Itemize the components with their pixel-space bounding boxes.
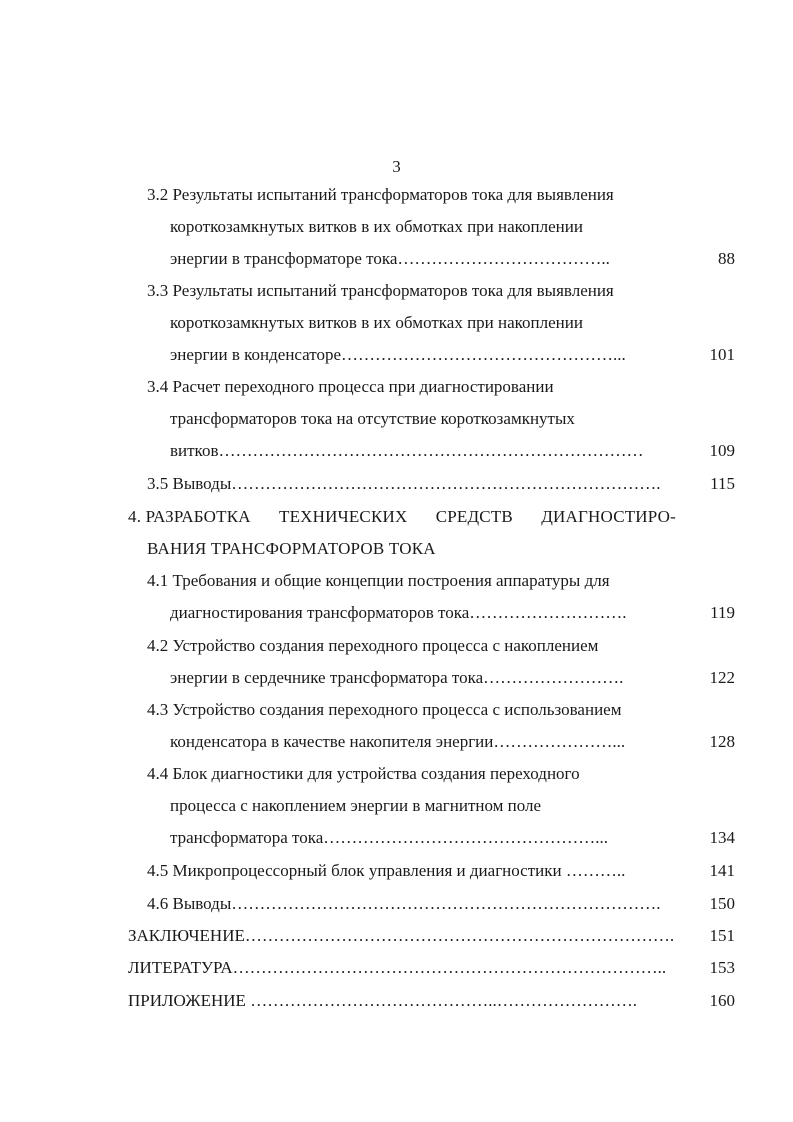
toc-page-number: 128 xyxy=(709,732,735,751)
toc-entry-text: трансформаторов тока на отсутствие короткозамкнутых xyxy=(170,409,575,428)
toc-entry-conclusion xyxy=(0,924,793,948)
toc-entry-leader: 4.5 Микропроцессорный блок управления и диагностики ……….. xyxy=(147,861,626,880)
toc-entry-literature xyxy=(0,956,793,980)
toc-entry-4-1-line-1 xyxy=(0,569,793,593)
toc-page-number: 153 xyxy=(709,958,735,977)
toc-entry-text: короткозамкнутых витков в их обмотках при накоплении xyxy=(170,217,583,236)
toc-entry-3-3-line-1 xyxy=(0,279,793,303)
toc-entry-4-4-line-3 xyxy=(0,826,793,850)
toc-page-number: 160 xyxy=(709,991,735,1010)
heading-word: СРЕДСТВ xyxy=(435,507,513,526)
toc-entry-3-5 xyxy=(0,472,793,496)
toc-entry-text: 3.3 Результаты испытаний трансформаторов тока для выявления xyxy=(147,281,614,300)
toc-entry-4-4-line-1 xyxy=(0,762,793,786)
toc-entry-3-2-line-2 xyxy=(0,215,793,239)
toc-entry-3-3-line-2 xyxy=(0,311,793,335)
toc-entry-leader: ЗАКЛЮЧЕНИЕ…………………………………………………………………. xyxy=(128,926,675,945)
toc-entry-text: процесса с накоплением энергии в магнитном поле xyxy=(170,796,542,815)
toc-entry-leader: витков………………………………………………………………… xyxy=(170,441,644,460)
toc-page-number: 101 xyxy=(709,345,735,364)
toc-entry-3-4-line-1 xyxy=(0,375,793,399)
toc-entry-4-2-line-2 xyxy=(0,666,793,690)
toc-entry-4-3-line-1 xyxy=(0,698,793,722)
toc-page-number: 150 xyxy=(709,894,735,913)
toc-entry-leader: энергии в трансформаторе тока……………………………….. xyxy=(170,249,610,268)
toc-entry-leader: энергии в сердечнике трансформатора тока……………………. xyxy=(170,668,624,687)
toc-entry-leader: 4.6 Выводы…………………………………………………………………. xyxy=(147,894,661,913)
heading-word: ДИАГНОСТИРО- xyxy=(541,507,676,526)
heading-word: 4. РАЗРАБОТКА xyxy=(128,507,251,526)
heading-word: ТЕХНИЧЕСКИХ xyxy=(279,507,408,526)
toc-entry-3-2-line-1 xyxy=(0,183,793,207)
toc-entry-text: 3.2 Результаты испытаний трансформаторов тока для выявления xyxy=(147,185,614,204)
toc-page-number: 151 xyxy=(709,926,735,945)
toc-entry-appendix xyxy=(0,989,793,1013)
toc-entry-leader: 3.5 Выводы…………………………………………………………………. xyxy=(147,474,661,493)
chapter-4-heading-text: ВАНИЯ ТРАНСФОРМАТОРОВ ТОКА xyxy=(147,539,436,558)
toc-entry-4-1-line-2 xyxy=(0,601,793,625)
toc-entry-text: короткозамкнутых витков в их обмотках при накоплении xyxy=(170,313,583,332)
toc-entry-text: 4.1 Требования и общие концепции построения аппаратуры для xyxy=(147,571,610,590)
toc-entry-4-4-line-2 xyxy=(0,794,793,818)
toc-page-number: 119 xyxy=(710,603,735,622)
chapter-4-heading-words xyxy=(128,505,676,529)
toc-entry-4-5 xyxy=(0,859,793,883)
toc-entry-text: 4.3 Устройство создания переходного процесса с использованием xyxy=(147,700,622,719)
toc-entry-3-2-line-3 xyxy=(0,247,793,271)
toc-entry-3-4-line-2 xyxy=(0,407,793,431)
toc-entry-leader: диагностирования трансформаторов тока………………………. xyxy=(170,603,627,622)
toc-page-number: 134 xyxy=(709,828,735,847)
toc-page-number: 141 xyxy=(709,861,735,880)
toc-page-number: 109 xyxy=(709,441,735,460)
toc-entry-4-3-line-2 xyxy=(0,730,793,754)
toc-entry-leader: трансформатора тока…………………………………………... xyxy=(170,828,609,847)
toc-entry-3-3-line-3 xyxy=(0,343,793,367)
toc-entry-4-6 xyxy=(0,892,793,916)
toc-entry-text: 3.4 Расчет переходного процесса при диагностировании xyxy=(147,377,554,396)
toc-entry-leader: ПРИЛОЖЕНИЕ ……………………………………..……………………. xyxy=(128,991,637,1010)
page-number: 3 xyxy=(392,157,401,176)
toc-entry-leader: конденсатора в качестве накопителя энергии…………………... xyxy=(170,732,626,751)
toc-entry-3-4-line-3 xyxy=(0,439,793,463)
toc-entry-text: 4.2 Устройство создания переходного процесса с накоплением xyxy=(147,636,599,655)
toc-entry-leader: энергии в конденсаторе…………………………………………... xyxy=(170,345,626,364)
chapter-4-heading-line-2 xyxy=(0,537,793,561)
chapter-4-heading-line-1 xyxy=(0,505,793,529)
toc-entry-4-2-line-1 xyxy=(0,634,793,658)
toc-entry-text: 4.4 Блок диагностики для устройства создания переходного xyxy=(147,764,580,783)
toc-page-number: 115 xyxy=(710,474,735,493)
toc-page-number: 122 xyxy=(709,668,735,687)
toc-page-number: 88 xyxy=(718,249,735,268)
toc-entry-leader: ЛИТЕРАТУРА………………………………………………………………….. xyxy=(128,958,667,977)
